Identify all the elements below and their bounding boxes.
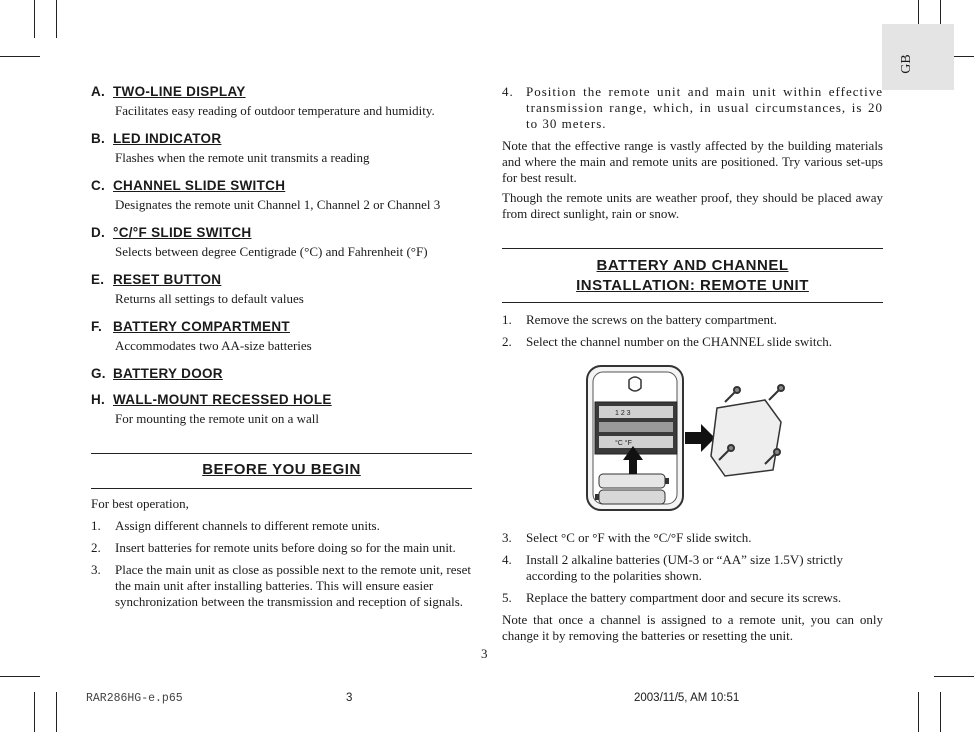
part-name: BATTERY DOOR xyxy=(113,366,223,381)
step-number: 4. xyxy=(502,84,514,99)
part-letter: F. xyxy=(91,319,103,334)
step-number: 2. xyxy=(91,540,101,555)
before-steps-list xyxy=(91,518,473,610)
right-arrow-icon xyxy=(685,424,715,452)
part-letter: B. xyxy=(91,131,106,146)
step-number: 3. xyxy=(91,562,101,577)
part-letter: C. xyxy=(91,178,106,193)
channel-assignment-note: Note that once a channel is assigned to a remote unit, you can only change it by removing the batteries or resetting the unit. xyxy=(502,612,883,643)
part-heading xyxy=(91,225,473,241)
step-text: Select °C or °F with the °C/°F slide switch. xyxy=(526,530,752,545)
part-name: RESET BUTTON xyxy=(113,272,222,287)
part-name: WALL-MOUNT RECESSED HOLE xyxy=(113,392,332,407)
before-you-begin-title: BEFORE YOU BEGIN xyxy=(202,461,361,478)
part-heading xyxy=(91,366,473,382)
step-number: 5. xyxy=(502,590,512,605)
step-number: 2. xyxy=(502,334,512,349)
parts-list-item xyxy=(91,319,473,354)
battery-title-line-2: INSTALLATION: REMOTE UNIT xyxy=(576,277,809,294)
list-item xyxy=(502,530,883,546)
part-description: Returns all settings to default values xyxy=(115,291,304,306)
part-description: Designates the remote unit Channel 1, Channel 2 or Channel 3 xyxy=(115,197,441,212)
left-column xyxy=(91,84,473,439)
part-letter: D. xyxy=(91,225,106,240)
crop-mark xyxy=(56,692,57,732)
language-tab-label: GB xyxy=(899,54,914,74)
part-heading xyxy=(91,319,473,335)
section-rule xyxy=(502,302,883,303)
parts-list-item xyxy=(91,178,473,213)
crop-mark xyxy=(940,692,941,732)
step-text: Replace the battery compartment door and secure its screws. xyxy=(526,590,842,605)
part-name: TWO-LINE DISPLAY xyxy=(113,84,246,99)
part-description: For mounting the remote unit on a wall xyxy=(115,411,319,426)
part-name: BATTERY COMPARTMENT xyxy=(113,319,290,334)
before-intro: For best operation, xyxy=(91,496,189,511)
crop-mark xyxy=(34,0,35,38)
battery-compartment xyxy=(595,402,677,454)
page-number: 3 xyxy=(481,646,488,661)
part-letter: H. xyxy=(91,392,106,407)
step-text: Remove the screws on the battery compartment. xyxy=(526,312,777,327)
part-heading xyxy=(91,392,473,408)
range-note: Note that the effective range is vastly affected by the building materials and where the main and remote units are positioned. Try various set-ups for best result. xyxy=(502,138,883,185)
list-item xyxy=(502,84,883,132)
battery-installation-illustration xyxy=(585,362,791,518)
parts-list-item xyxy=(91,272,473,307)
step-number: 1. xyxy=(91,518,101,533)
footer-page: 3 xyxy=(346,692,353,704)
list-item xyxy=(91,562,473,610)
right-column xyxy=(502,84,883,222)
list-item xyxy=(502,590,883,606)
before-you-begin-body xyxy=(91,496,473,616)
parts-list-item xyxy=(91,392,473,427)
battery-door xyxy=(711,400,781,476)
list-item xyxy=(91,540,473,556)
step-text: Insert batteries for remote units before doing so for the main unit. xyxy=(115,540,456,555)
part-letter: G. xyxy=(91,366,106,381)
parts-list-item xyxy=(91,366,473,382)
parts-list-item xyxy=(91,84,473,119)
section-rule xyxy=(91,453,472,454)
parts-list-item xyxy=(91,131,473,166)
range-step-list xyxy=(502,84,883,132)
language-tab xyxy=(882,24,954,90)
step-number: 1. xyxy=(502,312,512,327)
list-item xyxy=(91,518,473,534)
part-heading xyxy=(91,272,473,288)
parts-list xyxy=(91,84,473,427)
battery-steps-list-a xyxy=(502,312,883,350)
part-name: LED INDICATOR xyxy=(113,131,222,146)
list-item xyxy=(502,334,883,350)
step-number: 3. xyxy=(502,530,512,545)
part-description: Flashes when the remote unit transmits a reading xyxy=(115,150,370,165)
crop-mark xyxy=(0,676,40,677)
part-description: Facilitates easy reading of outdoor temperature and humidity. xyxy=(115,103,435,118)
channel-switch-label: 1 2 3 xyxy=(615,410,631,417)
part-name: CHANNEL SLIDE SWITCH xyxy=(113,178,286,193)
part-description: Accommodates two AA-size batteries xyxy=(115,338,312,353)
section-rule xyxy=(502,248,883,249)
battery-steps-a xyxy=(502,312,883,356)
step-text: Install 2 alkaline batteries (UM-3 or “AA” size 1.5V) strictly according to the polarities shown. xyxy=(526,552,843,583)
part-name: °C/°F SLIDE SWITCH xyxy=(113,225,252,240)
battery-installation-title xyxy=(502,256,883,296)
step-text: Assign different channels to different remote units. xyxy=(115,518,380,533)
battery-steps-b xyxy=(502,530,883,644)
part-letter: A. xyxy=(91,84,106,99)
crop-mark xyxy=(918,692,919,732)
list-item xyxy=(502,552,883,584)
part-letter: E. xyxy=(91,272,105,287)
crop-mark xyxy=(0,56,40,57)
step-text: Position the remote unit and main unit within effective transmission range, which, in usual circumstances, is 20 to 30 meters. xyxy=(526,84,883,131)
part-heading xyxy=(91,131,473,147)
battery-title-line-1: BATTERY AND CHANNEL xyxy=(596,257,789,274)
part-description: Selects between degree Centigrade (°C) and Fahrenheit (°F) xyxy=(115,244,428,259)
footer-date: 2003/11/5, AM 10:51 xyxy=(634,692,740,704)
step-text: Select the channel number on the CHANNEL slide switch. xyxy=(526,334,833,349)
weather-note: Though the remote units are weather proof, they should be placed away from direct sunlight, rain or snow. xyxy=(502,190,883,221)
step-number: 4. xyxy=(502,552,512,567)
section-rule xyxy=(91,488,472,489)
crop-mark xyxy=(56,0,57,38)
part-heading xyxy=(91,178,473,194)
footer-filename: RAR286HG-e.p65 xyxy=(86,692,183,705)
unit-switch-label: °C °F xyxy=(615,440,632,447)
crop-mark xyxy=(934,676,974,677)
wall-mount-hole-icon xyxy=(629,377,641,391)
battery-steps-list-b xyxy=(502,530,883,606)
step-text: Place the main unit as close as possible next to the remote unit, reset the main unit after installing batteries. This will ensure easier synchronization between the transmission and reception of signals. xyxy=(115,562,471,609)
part-heading xyxy=(91,84,473,100)
crop-mark xyxy=(34,692,35,732)
parts-list-item xyxy=(91,225,473,260)
list-item xyxy=(502,312,883,328)
